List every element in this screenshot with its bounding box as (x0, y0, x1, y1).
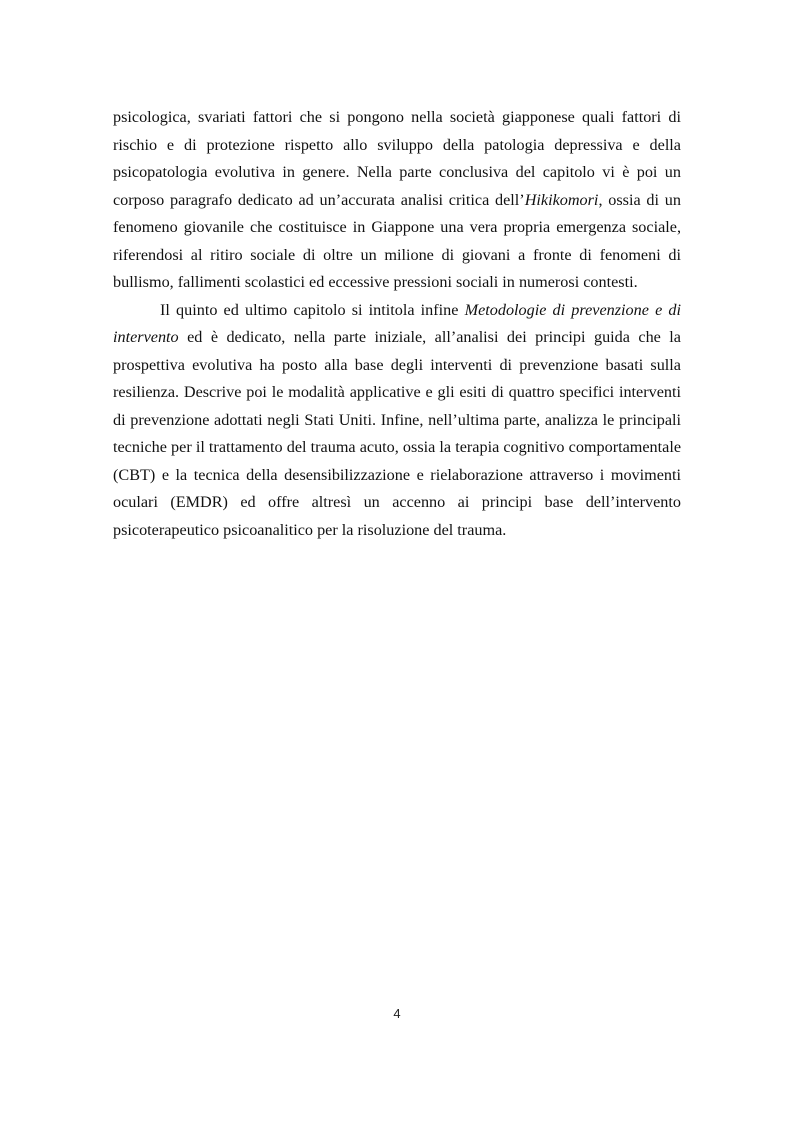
paragraph-2 (113, 297, 681, 545)
paragraph-2-text-b: ed è dedicato, nella parte iniziale, all’analisi dei principi guida che la prospettiva evolutiva ha posto alla base degli interventi di prevenzione basati sulla resilienza. Descrive poi le modalità applicative e gli esiti di quattro specifici interventi di prevenzione adottati negli Stati Uniti. Infine, nell’ultima parte, analizza le principali tecniche per il trattamento del trauma acuto, ossia la terapia cognitivo comportamentale (CBT) e la tecnica della desensibilizzazione e rielaborazione attraverso i movimenti oculari (EMDR) ed offre altresì un accenno ai principi base dell’intervento psicoterapeutico psicoanalitico per la risoluzione del trauma. (113, 328, 681, 539)
page-number: 4 (393, 1006, 401, 1021)
paragraph-2-text-a: Il quinto ed ultimo capitolo si intitola infine (160, 300, 465, 319)
italic-chapter-title: Metodologie di prevenzione e di intervento (113, 300, 681, 346)
italic-term-hikikomori: Hikikomori (524, 190, 599, 209)
body-text (113, 104, 681, 544)
paragraph-1-text-a: psicologica, svariati fattori che si pongono nella società giapponese quali fattori di rischio e di protezione rispetto allo sviluppo della patologia depressiva e della psicopatologia evolutiva in genere. Nella parte conclusiva del capitolo vi è poi un corposo paragrafo dedicato ad un’accurata analisi critica dell’ (113, 108, 681, 209)
paragraph-1-text-b: , ossia di un fenomeno giovanile che costituisce in Giappone una vera propria emergenza sociale, riferendosi al ritiro sociale di oltre un milione di giovani a fronte di fenomeni di bullismo, fallimenti scolastici ed eccessive pressioni sociali in numerosi contesti. (113, 190, 681, 291)
paragraph-1 (113, 104, 681, 297)
